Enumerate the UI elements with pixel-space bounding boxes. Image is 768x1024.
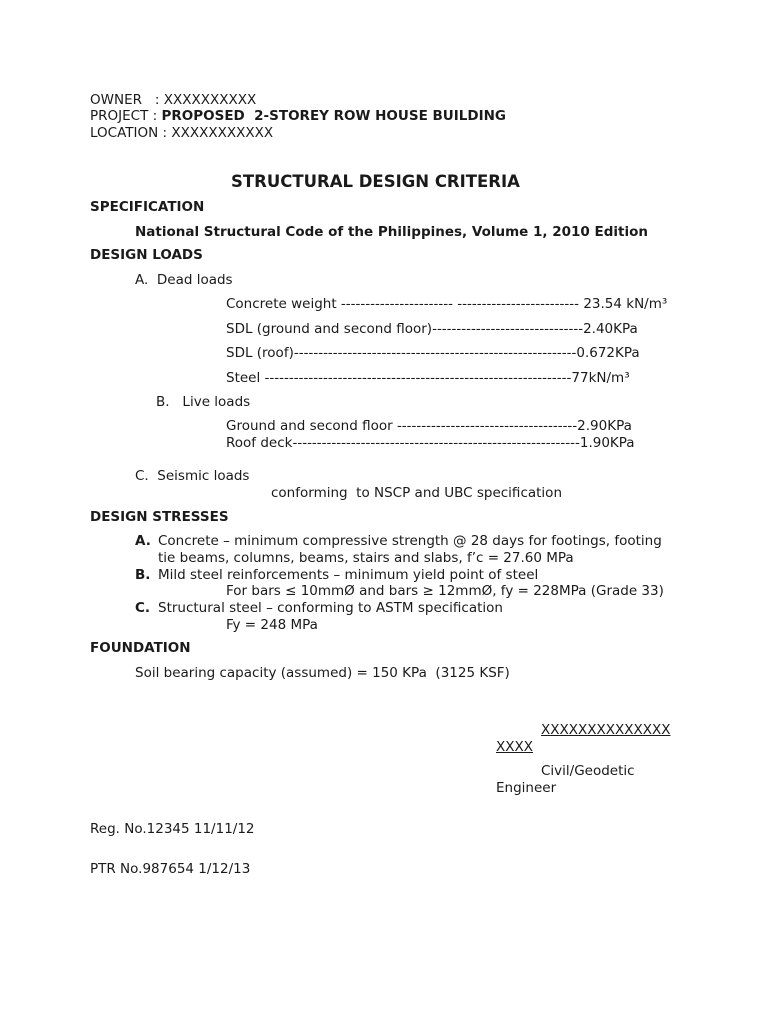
dead-loads-label: A. Dead loads [135, 272, 233, 288]
stress-c-text-cont: Fy = 248 MPa [226, 617, 318, 633]
engineer-role-cont: Engineer [496, 780, 557, 796]
live-load-item: Roof deck-----------------------------------------------------------1.90KPa [226, 435, 635, 451]
dead-load-item: SDL (ground and second floor)-------------------------------2.40KPa [226, 321, 638, 337]
project-label: PROJECT : [90, 108, 162, 124]
owner-value: XXXXXXXXXX [163, 92, 257, 108]
project-line [90, 108, 506, 125]
dead-load-item: Steel ---------------------------------------------------------------77kN/m³ [226, 370, 630, 386]
document-title: STRUCTURAL DESIGN CRITERIA [231, 172, 520, 191]
specification-heading: SPECIFICATION [90, 199, 205, 215]
owner-label: OWNER : [90, 92, 164, 108]
stress-a-text-cont: tie beams, columns, beams, stairs and slabs, f’c = 27.60 MPa [158, 550, 574, 566]
ptr-number: PTR No.987654 1/12/13 [90, 861, 251, 877]
dead-load-item: SDL (roof)----------------------------------------------------------0.672KPa [226, 345, 640, 361]
stress-a-text: Concrete – minimum compressive strength @ 28 days for footings, footing [158, 533, 662, 549]
stress-a-marker: A. [135, 533, 151, 549]
engineer-name: XXXXXXXXXXXXXX [541, 722, 671, 738]
stress-b-marker: B. [135, 567, 151, 583]
stress-b-text: Mild steel reinforcements – minimum yield point of steel [158, 567, 539, 583]
design-loads-heading: DESIGN LOADS [90, 247, 203, 263]
location-value: XXXXXXXXXXX [171, 125, 274, 141]
specification-text: National Structural Code of the Philippines, Volume 1, 2010 Edition [135, 224, 648, 240]
owner-line [90, 92, 256, 109]
project-value: PROPOSED 2-STOREY ROW HOUSE BUILDING [161, 108, 506, 124]
live-loads-label: B. Live loads [156, 394, 251, 410]
design-stresses-heading: DESIGN STRESSES [90, 509, 229, 525]
engineer-name-cont: XXXX [496, 739, 533, 755]
location-line [90, 125, 273, 142]
live-load-item: Ground and second floor -------------------------------------2.90KPa [226, 418, 632, 434]
location-label: LOCATION : [90, 125, 172, 141]
seismic-loads-label: C. Seismic loads [135, 468, 250, 484]
dead-load-item: Concrete weight ----------------------- ------------------------- 23.54 kN/m³ [226, 296, 668, 312]
reg-number: Reg. No.12345 11/11/12 [90, 821, 255, 837]
stress-b-text-cont: For bars ≤ 10mmØ and bars ≥ 12mmØ, fy = 228MPa (Grade 33) [226, 583, 664, 599]
foundation-text: Soil bearing capacity (assumed) = 150 KPa (3125 KSF) [135, 665, 510, 681]
foundation-heading: FOUNDATION [90, 640, 191, 656]
engineer-role: Civil/Geodetic [541, 763, 635, 779]
seismic-loads-text: conforming to NSCP and UBC specification [271, 485, 562, 501]
stress-c-text: Structural steel – conforming to ASTM specification [158, 600, 503, 616]
stress-c-marker: C. [135, 600, 151, 616]
